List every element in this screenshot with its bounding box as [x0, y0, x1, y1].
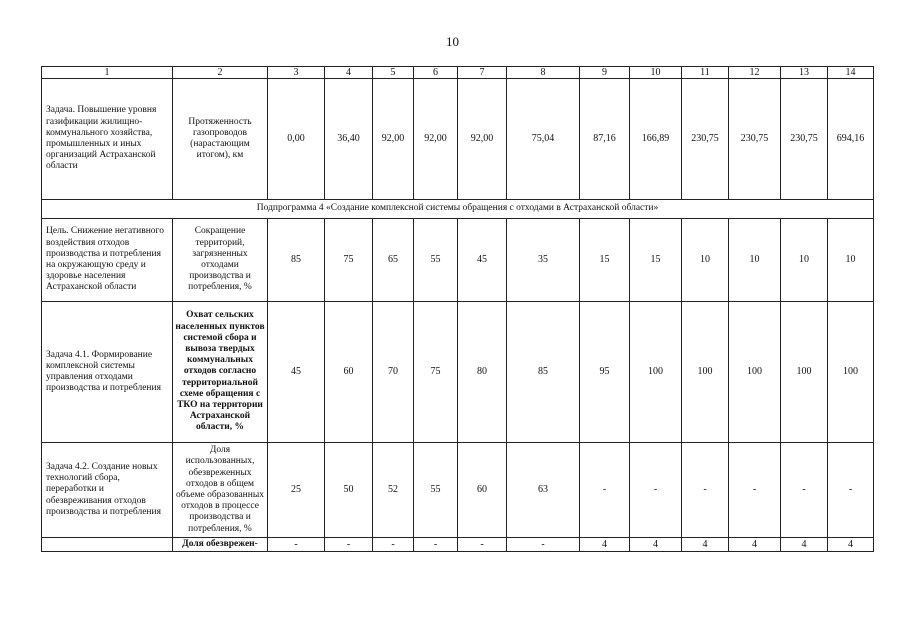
value-cell: -: [414, 538, 458, 552]
value-cell: 4: [580, 538, 630, 552]
table-row: [42, 219, 874, 302]
value-cell: 70: [373, 302, 414, 443]
subprogram-title: Подпрограмма 4 «Создание комплексной системы обращения с отходами в Астраханской области»: [42, 200, 874, 219]
column-number: 5: [373, 67, 414, 79]
value-cell: -: [325, 538, 373, 552]
value-cell: 75: [414, 302, 458, 443]
indicator-cell: Протяженность газопроводов (нарастающим итогом), км: [173, 79, 268, 200]
value-cell: 85: [268, 219, 325, 302]
column-number: 2: [173, 67, 268, 79]
table-row: [42, 443, 874, 538]
value-cell: 55: [414, 443, 458, 538]
value-cell: 10: [682, 219, 729, 302]
value-cell: 35: [507, 219, 580, 302]
value-cell: 60: [325, 302, 373, 443]
value-cell: 60: [458, 443, 507, 538]
column-number: 1: [42, 67, 173, 79]
goal-cell: Цель. Снижение негативного воздействия отходов производства и потребления на окружающую среду и здоровье населения Астраханской области: [42, 219, 173, 302]
value-cell: 36,40: [325, 79, 373, 200]
value-cell: 10: [729, 219, 781, 302]
column-number: 12: [729, 67, 781, 79]
indicator-cell: Доля использованных, обезвреженных отходов в общем объеме образованных отходов в процессе производства и потребления, %: [173, 443, 268, 538]
value-cell: 230,75: [682, 79, 729, 200]
value-cell: -: [630, 443, 682, 538]
column-number: 14: [828, 67, 874, 79]
value-cell: 100: [682, 302, 729, 443]
page-number: 10: [446, 34, 459, 49]
value-cell: 100: [781, 302, 828, 443]
column-number: 4: [325, 67, 373, 79]
indicator-cell: Доля обезврежен-: [173, 538, 268, 552]
value-cell: 92,00: [458, 79, 507, 200]
value-cell: 45: [268, 302, 325, 443]
table-row: [42, 538, 874, 552]
value-cell: 52: [373, 443, 414, 538]
value-cell: 230,75: [781, 79, 828, 200]
value-cell: 25: [268, 443, 325, 538]
value-cell: 4: [630, 538, 682, 552]
value-cell: 100: [828, 302, 874, 443]
value-cell: 4: [781, 538, 828, 552]
column-number: 9: [580, 67, 630, 79]
goal-cell: Задача 4.2. Создание новых технологий сбора, переработки и обезвреживания отходов производства и потребления: [42, 443, 173, 538]
column-number: 7: [458, 67, 507, 79]
value-cell: 50: [325, 443, 373, 538]
value-cell: 55: [414, 219, 458, 302]
value-cell: -: [580, 443, 630, 538]
value-cell: 166,89: [630, 79, 682, 200]
column-number: 11: [682, 67, 729, 79]
column-number: 3: [268, 67, 325, 79]
value-cell: 75,04: [507, 79, 580, 200]
table-row: [42, 302, 874, 443]
goal-cell: [42, 538, 173, 552]
value-cell: -: [268, 538, 325, 552]
value-cell: 694,16: [828, 79, 874, 200]
value-cell: 87,16: [580, 79, 630, 200]
value-cell: -: [729, 443, 781, 538]
goal-cell: Задача. Повышение уровня газификации жилищно-коммунального хозяйства, промышленных и иных организаций Астраханской области: [42, 79, 173, 200]
subprogram-row: [42, 200, 874, 219]
table-row: [42, 79, 874, 200]
value-cell: 10: [828, 219, 874, 302]
value-cell: 85: [507, 302, 580, 443]
value-cell: 4: [828, 538, 874, 552]
value-cell: -: [458, 538, 507, 552]
column-number: 8: [507, 67, 580, 79]
indicator-cell: Охват сельских населенных пунктов системой сбора и вывоза твердых коммунальных отходов согласно территориальной схеме обращения с ТКО на территории Астраханской области, %: [173, 302, 268, 443]
value-cell: 15: [580, 219, 630, 302]
goal-cell: Задача 4.1. Формирование комплексной системы управления отходами производства и потребления: [42, 302, 173, 443]
value-cell: 15: [630, 219, 682, 302]
value-cell: 4: [729, 538, 781, 552]
value-cell: 45: [458, 219, 507, 302]
value-cell: -: [507, 538, 580, 552]
value-cell: 95: [580, 302, 630, 443]
column-number-row: [42, 67, 874, 79]
value-cell: 100: [729, 302, 781, 443]
indicator-cell: Сокращение территорий, загрязненных отходами производства и потребления, %: [173, 219, 268, 302]
value-cell: 80: [458, 302, 507, 443]
value-cell: 4: [682, 538, 729, 552]
value-cell: 0,00: [268, 79, 325, 200]
value-cell: 92,00: [373, 79, 414, 200]
value-cell: 230,75: [729, 79, 781, 200]
value-cell: -: [682, 443, 729, 538]
value-cell: -: [781, 443, 828, 538]
value-cell: 75: [325, 219, 373, 302]
value-cell: 10: [781, 219, 828, 302]
column-number: 6: [414, 67, 458, 79]
indicators-table: [41, 66, 874, 552]
value-cell: 65: [373, 219, 414, 302]
value-cell: -: [828, 443, 874, 538]
value-cell: 92,00: [414, 79, 458, 200]
column-number: 13: [781, 67, 828, 79]
value-cell: -: [373, 538, 414, 552]
value-cell: 100: [630, 302, 682, 443]
value-cell: 63: [507, 443, 580, 538]
column-number: 10: [630, 67, 682, 79]
